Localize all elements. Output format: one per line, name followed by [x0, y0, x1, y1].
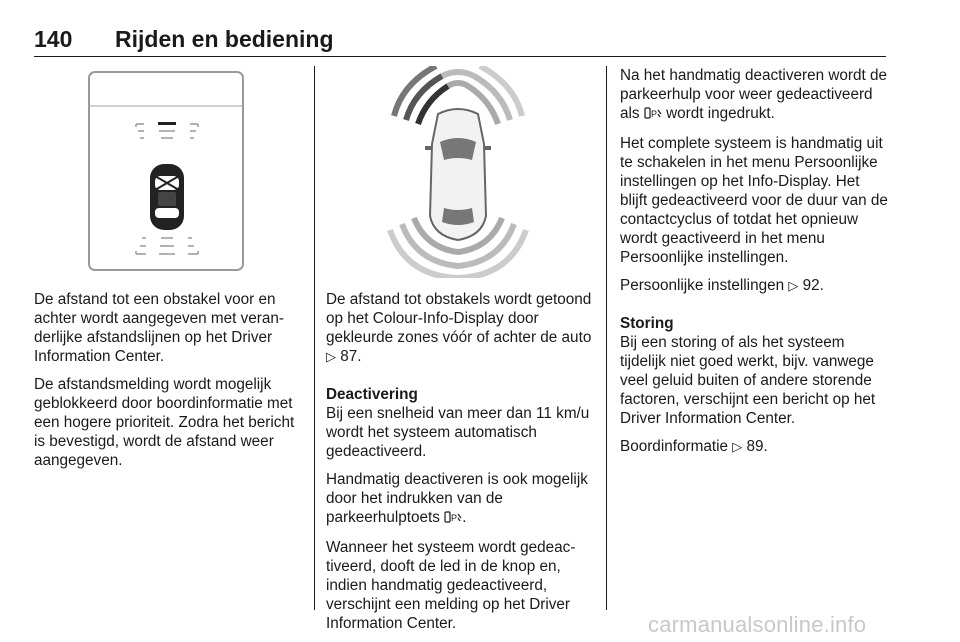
paragraph-text: Persoonlijke instellingen — [620, 277, 785, 294]
paragraph — [620, 66, 888, 125]
section-heading: Deactivering — [326, 386, 418, 403]
arrow-ref-icon: ▷ — [326, 349, 336, 364]
section-heading: Storing — [620, 315, 674, 332]
paragraph-text: Na het handmatig deactiveren wordt de parkeerhulp voor weer gedeactiveerd als — [620, 67, 888, 122]
paragraph-text: Boordinformatie — [620, 438, 728, 455]
paragraph — [620, 276, 888, 295]
park-assist-icon — [444, 510, 462, 529]
column-2-text — [326, 290, 592, 642]
paragraph: Bij een storing of als het systeem tijdelijk niet goed werkt, bijv. vanwege veel geluid buiten of andere storende factoren, verschijnt een bericht op het Driver Information Center. — [620, 334, 876, 427]
page-reference[interactable]: 87. — [340, 348, 362, 365]
paragraph — [620, 437, 888, 456]
paragraph — [326, 470, 592, 529]
paragraph: De afstand tot een obstakel voor en achter wordt aangegeven met veranderlijke afstandslijnen op het Driver Information Center. — [34, 291, 285, 365]
page-reference[interactable]: 89. — [746, 438, 768, 455]
paragraph: Bij een snelheid van meer dan 11 km/u wordt het systeem automatisch gedeactiveerd. — [326, 405, 590, 460]
page-title: Rijden en bediening — [115, 26, 334, 52]
paragraph-text: De afstand tot obstakels wordt getoond op het Colour-Info-Display door gekleurde zones vóór of achter de auto — [326, 291, 592, 346]
svg-text:P: P — [451, 513, 458, 523]
paragraph-text: Handmatig deactiveren is ook mogelijk door het indrukken van de parkeerhulptoets — [326, 471, 588, 526]
column-divider-right — [606, 66, 607, 610]
column-1-text — [34, 290, 300, 479]
svg-text:P: P — [650, 109, 657, 119]
paragraph: De afstandsmelding wordt mogelijk geblokkeerd door boordinformatie met een hogere prioriteit. Zodra het bericht is bevestigd, wordt de afstand weer aangegeven. — [34, 376, 295, 469]
dic-park-assist-figure — [34, 66, 298, 278]
paragraph: Het complete systeem is handmatig uit te schakelen in het menu Persoonlijke instellingen op het Info-Display. Het blijft gedeactiveerd voor de duur van de contactcyclus of totdat het opnieuw wordt geactiveerd in het menu Persoonlijke instellingen. — [620, 135, 888, 266]
watermark: carmanualsonline.info — [648, 612, 867, 637]
page-reference[interactable]: 92. — [802, 277, 824, 294]
paragraph: Wanneer het systeem wordt gedeactiveerd, dooft de led in de knop en, indien handmatig gedeactiveerd, verschijnt een melding op het Driver Information Center. — [326, 539, 576, 632]
column-divider-left — [314, 66, 315, 610]
arrow-ref-icon: ▷ — [788, 278, 799, 293]
page-number: 140 — [34, 26, 73, 52]
column-3-text — [620, 66, 888, 465]
paragraph-text: wordt ingedrukt. — [666, 105, 775, 122]
cid-park-assist-figure — [326, 66, 590, 278]
paragraph — [326, 290, 592, 366]
arrow-ref-icon: ▷ — [732, 439, 743, 454]
park-assist-icon — [644, 106, 662, 125]
paragraph-text: . — [462, 509, 467, 526]
header-divider — [34, 56, 886, 57]
